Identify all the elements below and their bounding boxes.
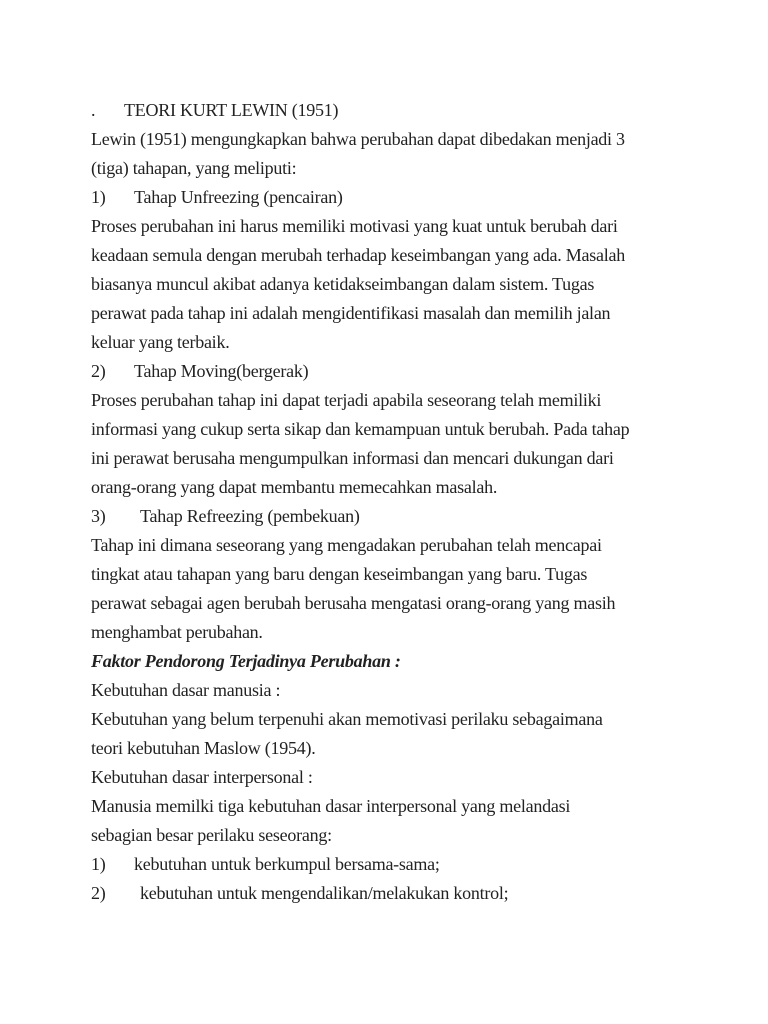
paragraph-line: Tahap ini dimana seseorang yang mengadakan perubahan telah mencapai [91,535,602,555]
paragraph-line: Lewin (1951) mengungkapkan bahwa perubahan dapat dibedakan menjadi 3 [91,129,625,149]
stage-heading: 1) Tahap Unfreezing (pencairan) [91,187,343,207]
paragraph-line: menghambat perubahan. [91,622,263,642]
paragraph-line: perawat pada tahap ini adalah mengidentifikasi masalah dan memilih jalan [91,303,611,323]
factors-heading: Faktor Pendorong Terjadinya Perubahan : [91,651,401,671]
paragraph-line: informasi yang cukup serta sikap dan kemampuan untuk berubah. Pada tahap [91,419,630,439]
list-item: 1) kebutuhan untuk berkumpul bersama-sama; [91,854,440,874]
paragraph-line: keadaan semula dengan merubah terhadap keseimbangan yang ada. Masalah [91,245,626,265]
stage-heading: 3) Tahap Refreezing (pembekuan) [91,506,360,526]
paragraph-line: Kebutuhan dasar interpersonal : [91,767,313,787]
list-item: 2) kebutuhan untuk mengendalikan/melakukan kontrol; [91,883,509,903]
paragraph-line: (tiga) tahapan, yang meliputi: [91,158,297,178]
paragraph-line: perawat sebagai agen berubah berusaha mengatasi orang-orang yang masih [91,593,616,613]
section-title: . TEORI KURT LEWIN (1951) [91,100,339,120]
paragraph-line: tingkat atau tahapan yang baru dengan keseimbangan yang baru. Tugas [91,564,588,584]
paragraph-line: biasanya muncul akibat adanya ketidakseimbangan dalam sistem. Tugas [91,274,595,294]
paragraph-line: orang-orang yang dapat membantu memecahkan masalah. [91,477,498,497]
paragraph-line: Proses perubahan tahap ini dapat terjadi apabila seseorang telah memiliki [91,390,602,410]
paragraph-line: ini perawat berusaha mengumpulkan informasi dan mencari dukungan dari [91,448,614,468]
paragraph-line: sebagian besar perilaku seseorang: [91,825,332,845]
paragraph-line: Kebutuhan dasar manusia : [91,680,281,700]
paragraph-line: Kebutuhan yang belum terpenuhi akan memotivasi perilaku sebagaimana [91,709,603,729]
paragraph-line: Proses perubahan ini harus memiliki motivasi yang kuat untuk berubah dari [91,216,618,236]
stage-heading: 2) Tahap Moving(bergerak) [91,361,309,381]
document-body [91,96,731,908]
paragraph-line: teori kebutuhan Maslow (1954). [91,738,316,758]
paragraph-line: keluar yang terbaik. [91,332,230,352]
paragraph-line: Manusia memilki tiga kebutuhan dasar interpersonal yang melandasi [91,796,571,816]
